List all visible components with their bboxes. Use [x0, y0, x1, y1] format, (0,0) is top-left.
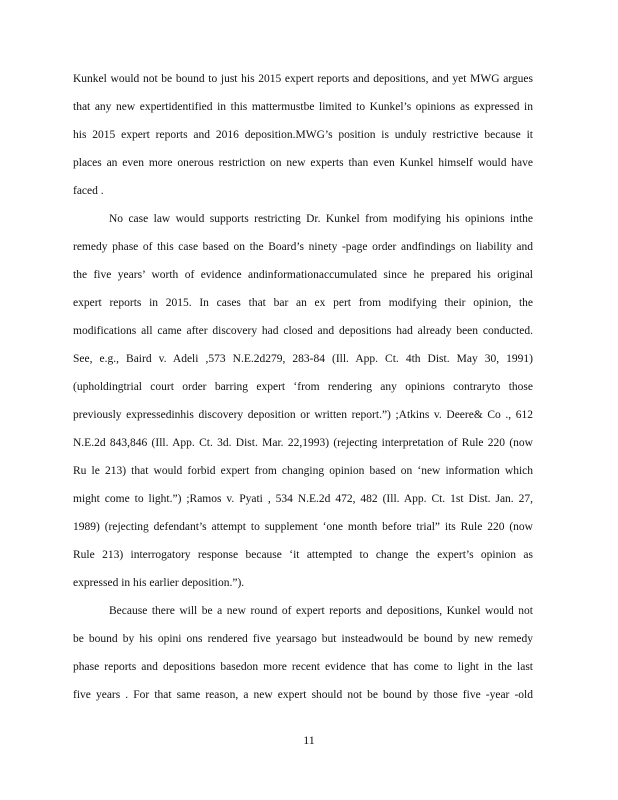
body-line: that any new expertidentified in this mattermustbe limited to Kunkel’s opinions as expressed in	[73, 101, 533, 113]
citation-line: might come to light.”) ;Ramos v. Pyati , 534 N.E.2d 472, 482 (Ill. App. Ct. 1st Dist. Jan. 27,	[73, 493, 533, 505]
body-line: five years . For that same reason, a new expert should not be bound by those five -year -old	[73, 689, 533, 701]
body-line: the five years’ worth of evidence andinformationaccumulated since he prepared his original	[73, 269, 533, 281]
body-line: (upholdingtrial court order barring expert ‘from rendering any opinions contraryto those	[73, 381, 533, 393]
body-line: be bound by his opini ons rendered five yearsago but insteadwould be bound by new remedy	[73, 633, 533, 645]
body-line: Rule 213) interrogatory response because ‘it attempted to change the expert’s opinion as	[73, 549, 533, 561]
body-line: remedy phase of this case based on the Board’s ninety -page order andfindings on liability and	[73, 241, 533, 253]
citation-line: previously expressedinhis discovery deposition or written report.”) ;Atkins v. Deere& Co ., 612	[73, 409, 533, 421]
citation-line: See, e.g., Baird v. Adeli ,573 N.E.2d279, 283-84 (Ill. App. Ct. 4th Dist. May 30, 1991)	[73, 353, 533, 365]
body-line: modifications all came after discovery had closed and depositions had already been conducted.	[73, 325, 533, 337]
body-line: Kunkel would not be bound to just his 2015 expert reports and depositions, and yet MWG argues	[73, 73, 533, 85]
page-number: 11	[303, 733, 315, 747]
body-line: N.E.2d 843,846 (Ill. App. Ct. 3d. Dist. Mar. 22,1993) (rejecting interpretation of Rule 220 (now	[73, 437, 533, 449]
body-line: places an even more onerous restriction on new experts than even Kunkel himself would have	[73, 157, 533, 169]
body-line: Because there will be a new round of expert reports and depositions, Kunkel would not	[109, 605, 533, 617]
body-line: his 2015 expert reports and 2016 deposition.MWG’s position is unduly restrictive because it	[73, 129, 533, 141]
body-line: 1989) (rejecting defendant’s attempt to supplement ‘one month before trial” its Rule 220 (now	[73, 521, 533, 533]
body-line: faced .	[73, 185, 104, 197]
body-line: phase reports and depositions basedon more recent evidence that has come to light in the last	[73, 661, 533, 673]
body-line: Ru le 213) that would forbid expert from changing opinion based on ‘new information which	[73, 465, 533, 477]
body-line: No case law would supports restricting Dr. Kunkel from modifying his opinions inthe	[109, 213, 533, 225]
body-line: expressed in his earlier deposition.”).	[73, 577, 245, 589]
body-line: expert reports in 2015. In cases that bar an ex pert from modifying their opinion, the	[73, 297, 533, 309]
